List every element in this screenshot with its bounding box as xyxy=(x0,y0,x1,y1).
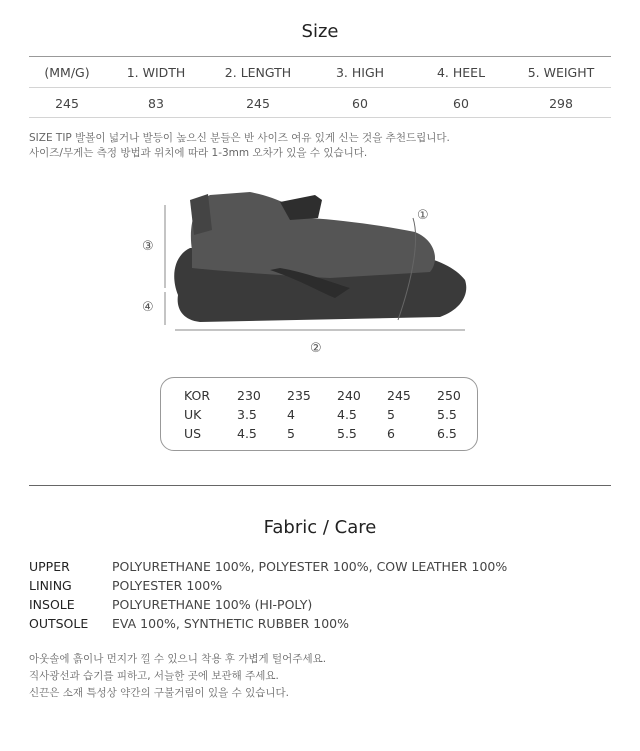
size-value-cell: 298 xyxy=(549,95,573,111)
conversion-row xyxy=(184,407,477,422)
size-header-cell: 5. WEIGHT xyxy=(527,64,595,80)
marker-heel: ④ xyxy=(142,300,154,315)
size-header-cell: 1. WIDTH xyxy=(126,64,186,80)
conversion-cell: 250 xyxy=(437,388,461,403)
conversion-cell: 3.5 xyxy=(237,407,257,422)
conversion-cell: 4.5 xyxy=(337,407,357,422)
conversion-cell: 235 xyxy=(287,388,311,403)
fabric-row xyxy=(29,578,222,593)
size-header-cell: 2. LENGTH xyxy=(224,64,292,80)
marker-high: ③ xyxy=(142,239,154,254)
conversion-cell: 4.5 xyxy=(237,426,257,441)
shoe-measurement-diagram xyxy=(130,180,490,360)
conversion-cell: 4 xyxy=(287,407,295,422)
conversion-cell: 245 xyxy=(387,388,411,403)
conversion-cell: 230 xyxy=(237,388,261,403)
conversion-cell: 6.5 xyxy=(437,426,457,441)
size-tip-line: 사이즈/무게는 측정 방법과 위치에 따라 1-3mm 오차가 있을 수 있습니다. xyxy=(29,147,368,159)
fabric-care-title: Fabric / Care xyxy=(263,517,377,538)
conversion-cell: 5 xyxy=(287,426,295,441)
care-line: 신끈은 소재 특성상 약간의 구불거림이 있을 수 있습니다. xyxy=(29,687,289,699)
fabric-value: POLYURETHANE 100% (HI-POLY) xyxy=(112,597,313,612)
fabric-value: POLYESTER 100% xyxy=(112,578,223,593)
fabric-label: INSOLE xyxy=(29,597,75,612)
conversion-cell: 5 xyxy=(387,407,395,422)
conversion-cell: 5.5 xyxy=(337,426,357,441)
care-line: 아웃솔에 흙이나 먼지가 낄 수 있으니 착용 후 가볍게 털어주세요. xyxy=(29,653,327,665)
fabric-row xyxy=(29,616,349,631)
size-tip-line: SIZE TIP 발볼이 넓거나 발등이 높으신 분들은 반 사이즈 여유 있게 신는 것을 추천드립니다. xyxy=(29,132,450,144)
size-header-cell: 4. HEEL xyxy=(436,64,486,80)
size-title: Size xyxy=(301,21,339,42)
size-header-cell: 3. HIGH xyxy=(335,64,385,80)
marker-length: ② xyxy=(310,341,322,356)
size-header-row xyxy=(29,57,611,87)
conversion-row xyxy=(184,426,477,441)
size-value-cell: 60 xyxy=(453,95,469,111)
size-value-cell: 60 xyxy=(352,95,368,111)
fabric-value: POLYURETHANE 100%, POLYESTER 100%, COW LEATHER 100% xyxy=(112,559,508,574)
size-value-cell: 245 xyxy=(55,95,79,111)
fabric-label: UPPER xyxy=(29,559,70,574)
table-bottom-rule xyxy=(29,117,611,118)
conversion-cell: 5.5 xyxy=(437,407,457,422)
conversion-label: UK xyxy=(184,407,202,422)
care-line: 직사광선과 습기를 피하고, 서늘한 곳에 보관해 주세요. xyxy=(29,670,279,682)
size-value-cell: 245 xyxy=(246,95,270,111)
conversion-row xyxy=(184,388,477,403)
section-divider xyxy=(29,485,611,486)
size-value-row xyxy=(29,88,611,118)
conversion-cell: 240 xyxy=(337,388,361,403)
conversion-cell: 6 xyxy=(387,426,395,441)
size-conversion-box xyxy=(160,377,478,451)
size-header-cell: (MM/G) xyxy=(44,64,90,80)
fabric-label: OUTSOLE xyxy=(29,616,89,631)
marker-width: ① xyxy=(417,208,429,223)
fabric-row xyxy=(29,597,312,612)
conversion-label: KOR xyxy=(184,388,211,403)
fabric-row xyxy=(29,559,507,574)
size-value-cell: 83 xyxy=(148,95,164,111)
conversion-label: US xyxy=(184,426,202,441)
fabric-value: EVA 100%, SYNTHETIC RUBBER 100% xyxy=(112,616,350,631)
fabric-label: LINING xyxy=(29,578,72,593)
